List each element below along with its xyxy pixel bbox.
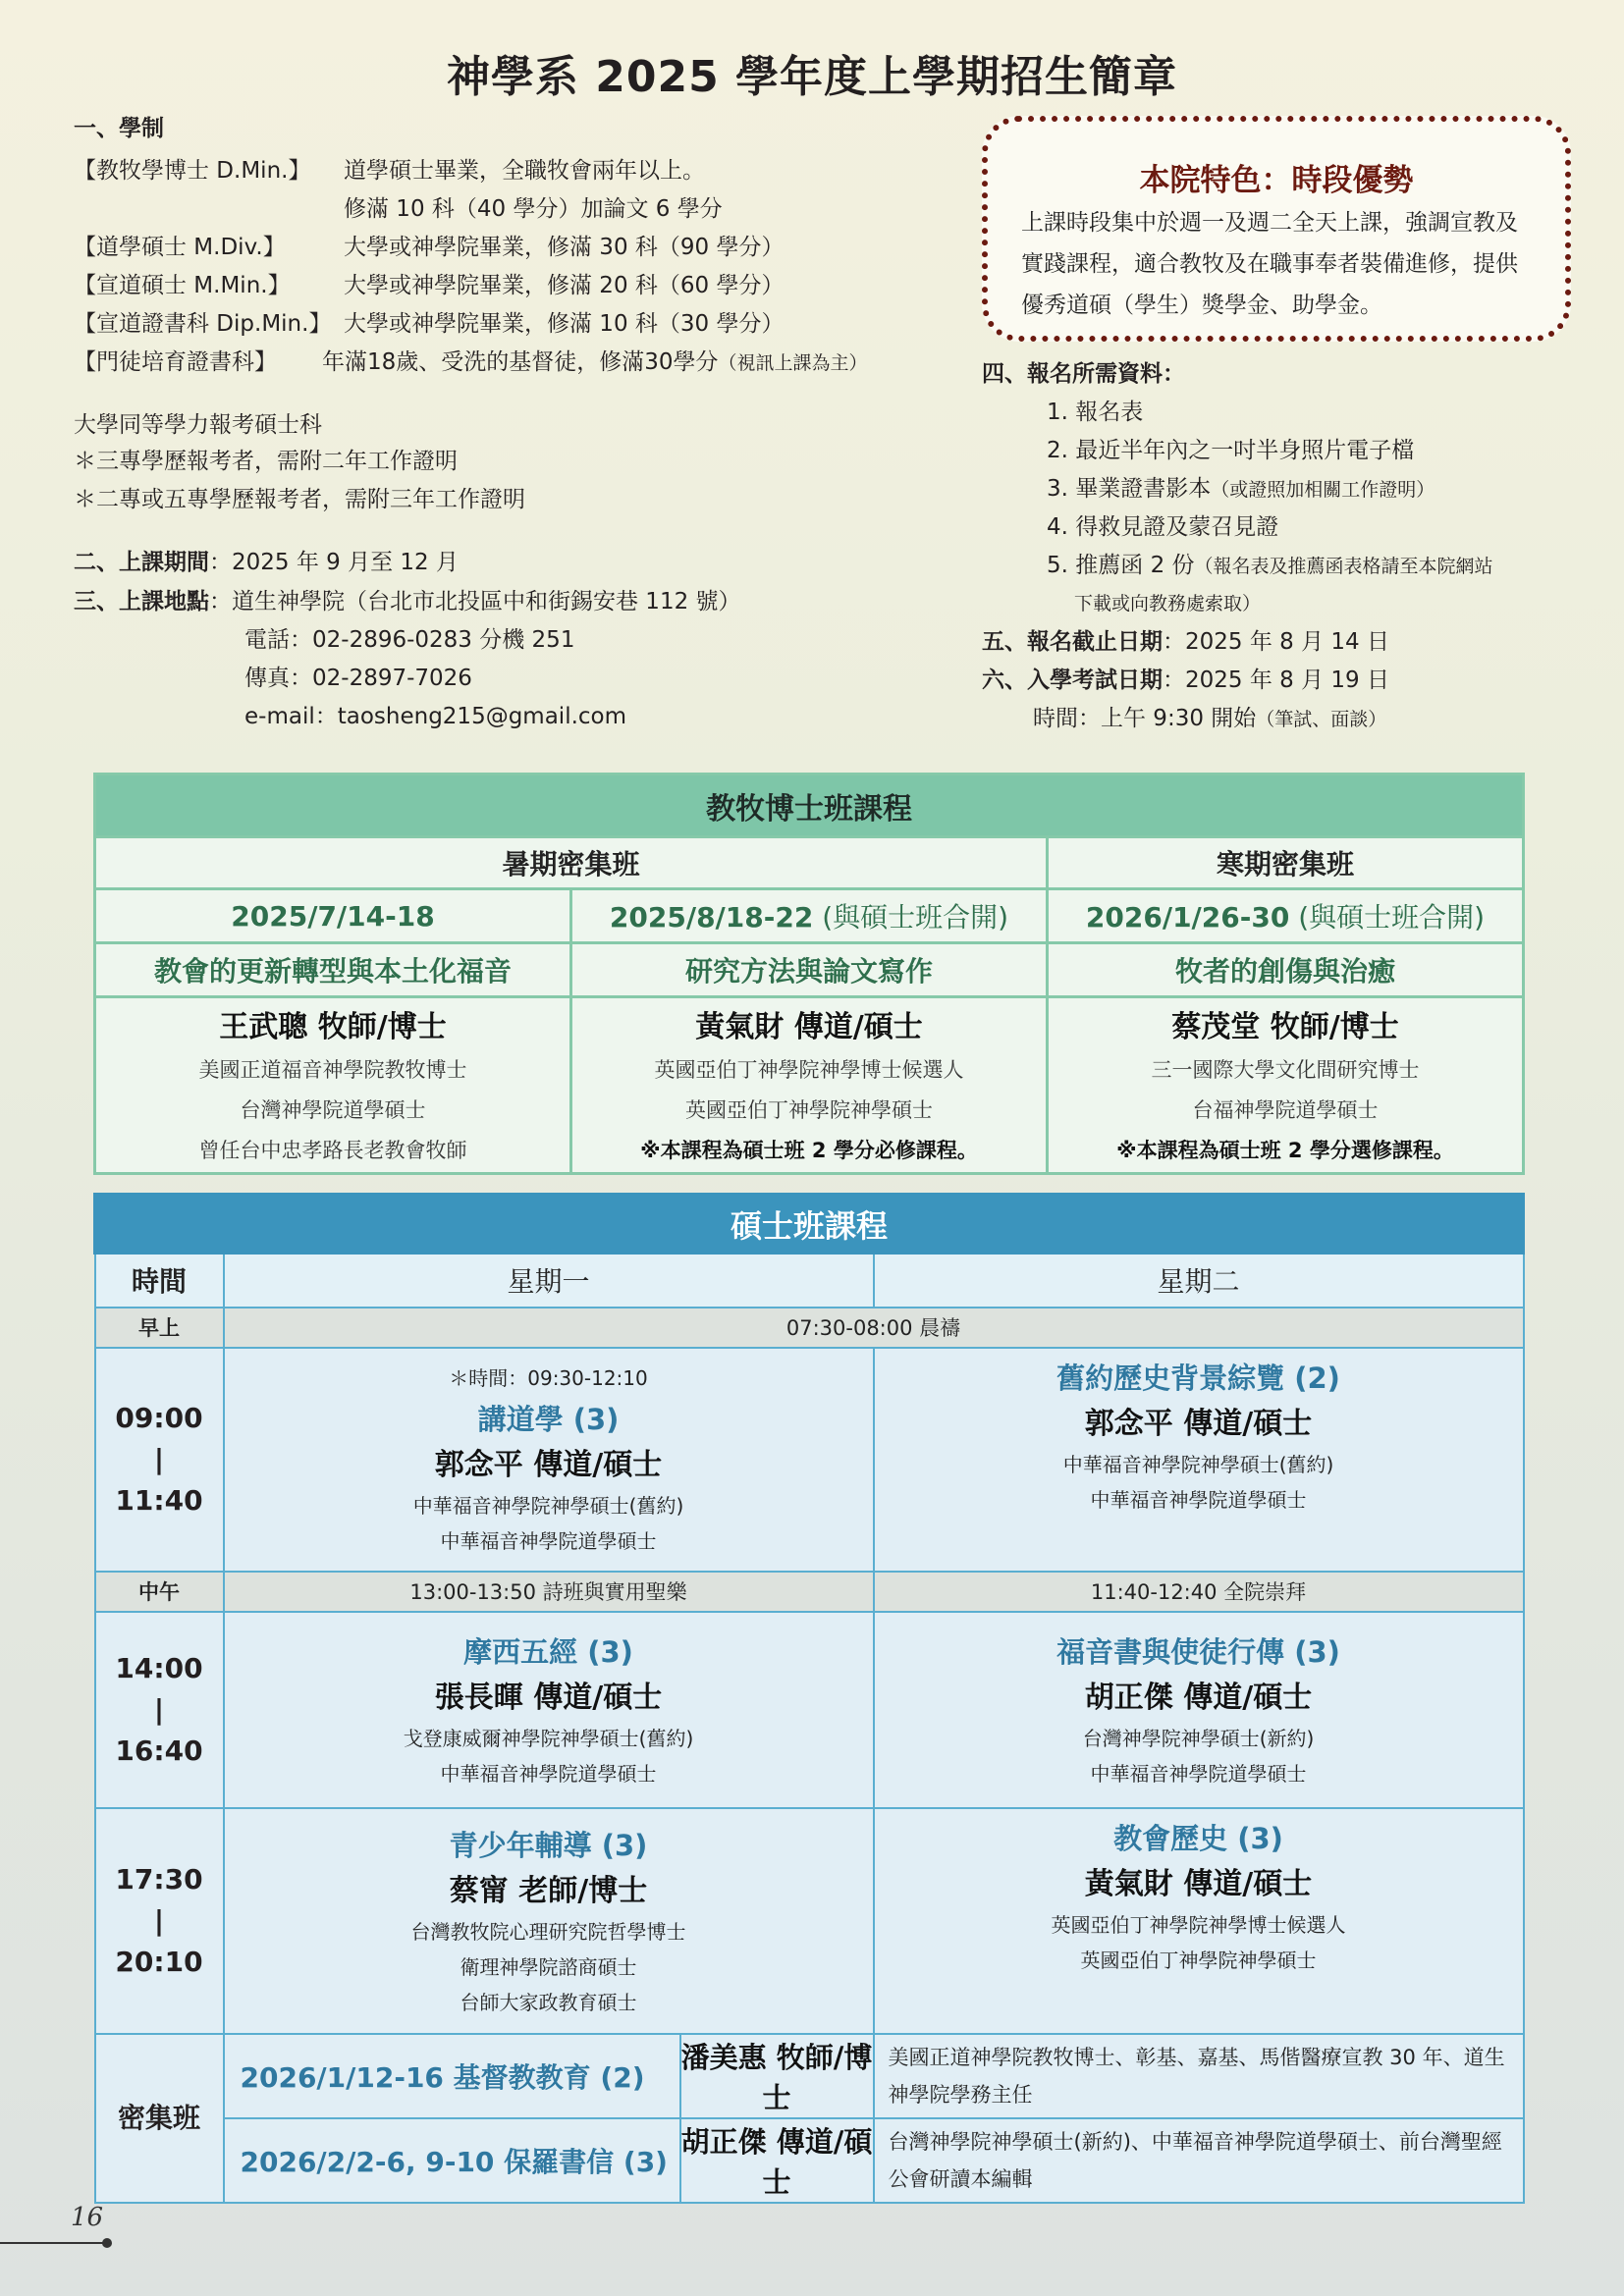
column-header-tuesday: 星期二 xyxy=(874,1254,1524,1308)
class-period-label: 二、上課期間 xyxy=(74,550,209,575)
instructor-credential: 美國正道福音神學院教牧博士 xyxy=(198,1058,467,1082)
program-name: 【道學碩士 M.Div.】 xyxy=(74,235,286,260)
course-date-note: (與碩士班合開) xyxy=(1289,901,1486,934)
instructor-credential: 台灣教牧院心理研究院哲學博士 xyxy=(410,1919,686,1944)
phone: 電話：02-2896-0283 分機 251 xyxy=(244,627,575,653)
time-slot xyxy=(95,1348,224,1572)
instructor-name: 黃氣財 傳道/碩士 xyxy=(695,1010,923,1044)
time-end: 16:40 xyxy=(115,1734,203,1767)
course-cell xyxy=(224,1612,874,1808)
program-requirement: 道學碩士畢業，全職牧會兩年以上。 xyxy=(344,158,705,184)
intensive-course: 2026/2/2-6, 9-10 保羅書信 (3) xyxy=(224,2118,680,2203)
course-name: 研究方法與論文寫作 xyxy=(571,943,1048,997)
instructor-credential: 戈登康威爾神學院神學碩士(舊約) xyxy=(403,1726,694,1750)
deadline-value: ：2025 年 8 月 14 日 xyxy=(1163,629,1389,655)
course-name: 教會的更新轉型與本土化福音 xyxy=(95,943,571,997)
class-period xyxy=(74,544,459,581)
exam-time-value: 時間：上午 9:30 開始 xyxy=(1033,706,1257,731)
instructor-name: 蔡甯 老師/博士 xyxy=(449,1873,648,1908)
time-end: 11:40 xyxy=(115,1483,203,1517)
instructor-credential: 衛理神學院諮商碩士 xyxy=(460,1954,637,1979)
time-start: 14:00 xyxy=(115,1651,203,1684)
time-slot xyxy=(95,1808,224,2034)
dmin-table-header: 教牧博士班課程 xyxy=(95,774,1524,837)
document-item: 1. 報名表 xyxy=(1047,400,1144,425)
instructor-name: 郭念平 傳道/碩士 xyxy=(1084,1406,1313,1441)
course-note: ※本課程為碩士班 2 學分選修課程。 xyxy=(1116,1139,1454,1162)
fax: 傳真：02-2897-7026 xyxy=(244,666,472,691)
intensive-course: 2026/1/12-16 基督教教育 (2) xyxy=(224,2034,680,2118)
instructor-credential: 台福神學院道學碩士 xyxy=(1192,1098,1379,1122)
course-title: 青少年輔導 (3) xyxy=(449,1828,648,1862)
time-start: 09:00 xyxy=(115,1401,203,1434)
document-item-note: （或證照加相關工作證明） xyxy=(1211,479,1435,501)
course-note: ※本課程為碩士班 2 學分必修課程。 xyxy=(640,1139,978,1162)
disciple-note: （視訊上課為主） xyxy=(718,352,868,374)
equivalence-item: ＊三專學歷報考者，需附二年工作證明 xyxy=(74,449,458,474)
instructor-credential: 美國正道神學院教牧博士、彰基、嘉基、馬偕醫療宣教 30 年、道生神學院學務主任 xyxy=(874,2034,1524,2118)
class-period-value: ：2025 年 9 月至 12 月 xyxy=(209,550,459,575)
page-footer-line xyxy=(0,2242,108,2244)
email: e-mail：taosheng215@gmail.com xyxy=(244,704,627,729)
program-requirement: 修滿 10 科（40 學分）加論文 6 學分 xyxy=(344,196,723,222)
instructor-name: 張長暉 傳道/碩士 xyxy=(434,1680,663,1715)
exam-time xyxy=(1033,700,1386,738)
section-heading-program: 一、學制 xyxy=(74,116,164,141)
instructor-credential: 中華福音神學院道學碩士 xyxy=(1090,1487,1307,1512)
disciple-requirement: 年滿18歲、受洗的基督徒，修滿30學分 xyxy=(322,349,719,375)
course-title: 舊約歷史背景綜覽 (2) xyxy=(1056,1361,1340,1395)
course-title: 講道學 (3) xyxy=(477,1402,620,1436)
program-requirement xyxy=(322,344,868,382)
feature-box xyxy=(982,116,1571,342)
column-header-monday: 星期一 xyxy=(224,1254,874,1308)
deadline xyxy=(982,623,1389,661)
class-location-label: 三、上課地點 xyxy=(74,589,209,614)
program-requirement: 大學或神學院畢業，修滿 10 科（30 學分） xyxy=(344,311,785,337)
section-heading-documents: 四、報名所需資料： xyxy=(982,361,1185,387)
instructor-name: 郭念平 傳道/碩士 xyxy=(434,1447,663,1482)
program-name: 【宣道碩士 M.Min.】 xyxy=(74,273,291,298)
instructor-cell xyxy=(571,997,1048,1174)
instructor-cell xyxy=(95,997,571,1174)
instructor-credential: 台灣神學院道學碩士 xyxy=(240,1098,426,1122)
instructor-credential: 台灣神學院神學碩士(新約)、中華福音神學院道學碩士、前台灣聖經公會研讀本編輯 xyxy=(874,2118,1524,2203)
instructor-credential: 中華福音神學院神學碩士(舊約) xyxy=(1062,1452,1334,1476)
instructor-credential: 台師大家政教育碩士 xyxy=(460,1990,637,2014)
course-time-note: ＊時間：09:30-12:10 xyxy=(449,1365,648,1390)
course-cell xyxy=(224,1808,874,2034)
mdiv-schedule-table xyxy=(93,1193,1525,2204)
course-title: 摩西五經 (3) xyxy=(463,1634,633,1669)
instructor-credential: 英國亞伯丁神學院神學博士候選人 xyxy=(654,1058,964,1082)
class-location-value: ：道生神學院（台北市北投區中和街錫安巷 112 號） xyxy=(209,589,741,614)
instructor-name: 潘美惠 牧師/博士 xyxy=(680,2034,874,2118)
course-cell xyxy=(224,1348,874,1572)
course-title: 福音書與使徒行傳 (3) xyxy=(1056,1634,1340,1669)
instructor-credential: 曾任台中忠孝路長老教會牧師 xyxy=(198,1139,467,1162)
course-date-value: 2025/7/14-18 xyxy=(231,899,435,933)
instructor-credential: 中華福音神學院道學碩士 xyxy=(440,1761,657,1786)
instructor-credential: 中華福音神學院神學碩士(舊約) xyxy=(412,1493,684,1518)
dmin-course-table xyxy=(93,773,1525,1175)
instructor-name: 王武聰 牧師/博士 xyxy=(219,1010,447,1044)
course-date xyxy=(1048,889,1524,943)
course-date xyxy=(95,889,571,943)
program-requirement: 大學或神學院畢業，修滿 20 科（60 學分） xyxy=(344,273,785,298)
course-date-value: 2026/1/26-30 xyxy=(1085,901,1290,934)
deadline-label: 五、報名截止日期 xyxy=(982,629,1163,655)
program-requirement: 大學或神學院畢業，修滿 30 科（90 學分） xyxy=(344,235,785,260)
noon-label: 中午 xyxy=(95,1572,224,1612)
morning-label: 早上 xyxy=(95,1308,224,1348)
exam-date xyxy=(982,662,1389,699)
intensive-label: 密集班 xyxy=(95,2034,224,2203)
morning-prayer: 07:30-08:00 晨禱 xyxy=(224,1308,1524,1348)
document-item: 4. 得救見證及蒙召見證 xyxy=(1047,514,1279,540)
program-name: 【門徒培育證書科】 xyxy=(74,349,277,375)
course-cell xyxy=(874,1612,1524,1808)
program-name: 【宣道證書科 Dip.Min.】 xyxy=(74,311,332,337)
document-item-text: 5. 推薦函 2 份 xyxy=(1047,553,1195,578)
instructor-credential: 英國亞伯丁神學院神學碩士 xyxy=(685,1098,933,1122)
class-location xyxy=(74,583,741,620)
instructor-name: 黃氣財 傳道/碩士 xyxy=(1084,1866,1313,1901)
column-header-time: 時間 xyxy=(95,1254,224,1308)
feature-text: 上課時段集中於週一及週二全天上課，強調宣教及實踐課程，適合教牧及在職事奉者裝備進修，提供優秀道碩（學生）獎學金、助學金。 xyxy=(1021,210,1518,318)
instructor-name: 胡正傑 傳道/碩士 xyxy=(680,2118,874,2203)
equivalence-title: 大學同等學力報考碩士科 xyxy=(74,412,322,438)
course-date-note: (與碩士班合開) xyxy=(813,901,1009,934)
time-end: 20:10 xyxy=(115,1945,203,1978)
document-item-note: 下載或向教務處索取） xyxy=(1074,593,1262,614)
noon-tuesday: 11:40-12:40 全院崇拜 xyxy=(874,1572,1524,1612)
document-item xyxy=(1047,470,1435,508)
course-title: 教會歷史 (3) xyxy=(1113,1821,1283,1855)
summer-intensive-label: 暑期密集班 xyxy=(95,837,1048,889)
course-date-value: 2025/8/18-22 xyxy=(609,901,814,934)
instructor-credential: 英國亞伯丁神學院神學博士候選人 xyxy=(1051,1912,1346,1937)
instructor-credential: 中華福音神學院道學碩士 xyxy=(440,1528,657,1553)
exam-date-value: ：2025 年 8 月 19 日 xyxy=(1163,667,1389,693)
page-title: 神學系 2025 學年度上學期招生簡章 xyxy=(446,52,1178,102)
course-cell xyxy=(874,1808,1524,2034)
winter-intensive-label: 寒期密集班 xyxy=(1048,837,1524,889)
document-item-text: 3. 畢業證書影本 xyxy=(1047,476,1212,502)
instructor-cell xyxy=(1048,997,1524,1174)
page-footer-dot xyxy=(102,2238,112,2248)
time-slot xyxy=(95,1612,224,1808)
equivalence-item: ＊二專或五專學歷報考者，需附三年工作證明 xyxy=(74,487,525,512)
course-cell xyxy=(874,1348,1524,1572)
instructor-credential: 三一國際大學文化間研究博士 xyxy=(1151,1058,1420,1082)
exam-time-note: （筆試、面談） xyxy=(1256,709,1387,730)
time-separator: | xyxy=(153,1692,165,1726)
page-number: 16 xyxy=(71,2203,104,2232)
time-separator: | xyxy=(153,1442,165,1475)
time-start: 17:30 xyxy=(115,1862,203,1896)
time-separator: | xyxy=(153,1903,165,1937)
instructor-credential: 台灣神學院神學碩士(新約) xyxy=(1082,1726,1315,1750)
course-name: 牧者的創傷與治癒 xyxy=(1048,943,1524,997)
instructor-name: 胡正傑 傳道/碩士 xyxy=(1084,1680,1313,1715)
instructor-name: 蔡茂堂 牧師/博士 xyxy=(1171,1010,1399,1044)
feature-title: 本院特色：時段優勢 xyxy=(1139,163,1414,198)
instructor-credential: 英國亞伯丁神學院神學碩士 xyxy=(1080,1948,1317,1972)
document-item xyxy=(1047,547,1493,585)
mdiv-table-header: 碩士班課程 xyxy=(95,1195,1524,1254)
course-date xyxy=(571,889,1048,943)
instructor-credential: 中華福音神學院道學碩士 xyxy=(1090,1761,1307,1786)
program-name: 【教牧學博士 D.Min.】 xyxy=(74,158,311,184)
exam-date-label: 六、入學考試日期 xyxy=(982,667,1163,693)
document-item-note: （報名表及推薦函表格請至本院網站 xyxy=(1194,556,1493,577)
document-item: 2. 最近半年內之一吋半身照片電子檔 xyxy=(1047,438,1415,463)
noon-monday: 13:00-13:50 詩班與實用聖樂 xyxy=(224,1572,874,1612)
